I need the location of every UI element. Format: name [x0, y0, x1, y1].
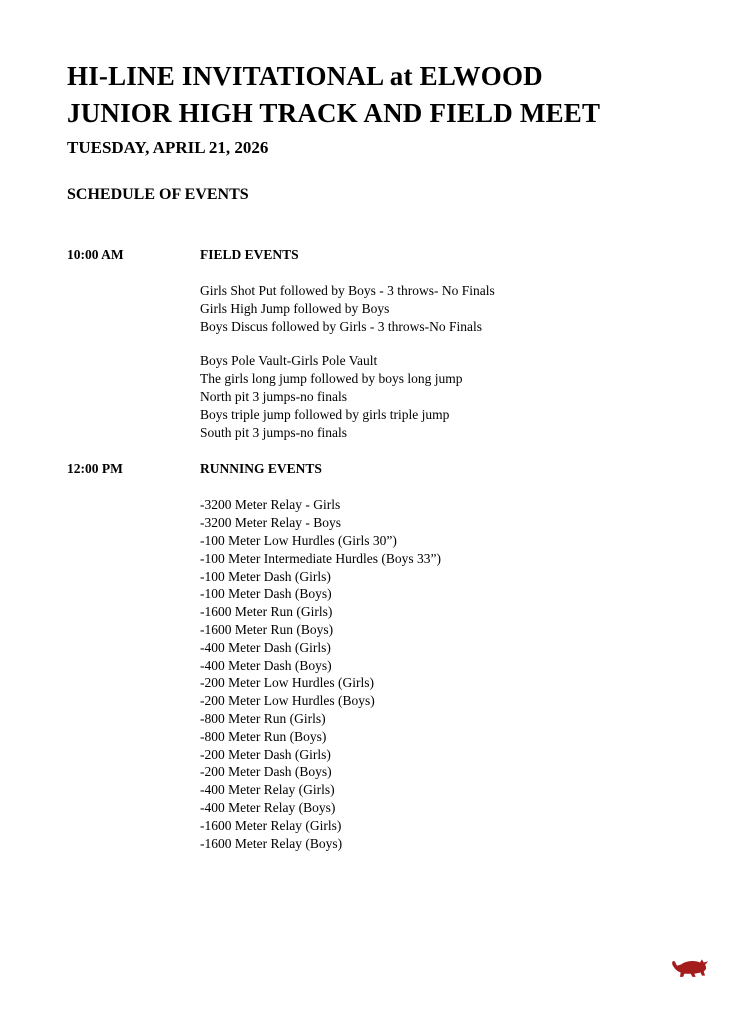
event-line: -100 Meter Dash (Girls) [200, 568, 331, 584]
event-line: South pit 3 jumps-no finals [200, 424, 348, 440]
page-title-line-1: HI-LINE INVITATIONAL at ELWOOD [67, 61, 543, 91]
event-line: Girls High Jump followed by Boys [200, 300, 390, 316]
event-line: -200 Meter Low Hurdles (Boys) [200, 693, 375, 709]
event-line: Boys Discus followed by Girls - 3 throws-No Finals [200, 318, 482, 334]
meet-date: TUESDAY, APRIL 21, 2026 [67, 138, 269, 157]
event-line: -200 Meter Low Hurdles (Girls) [200, 675, 374, 691]
event-group [200, 496, 714, 852]
event-line: -100 Meter Dash (Boys) [200, 586, 332, 602]
event-line: -800 Meter Run (Boys) [200, 728, 327, 744]
schedule-of-events [67, 246, 714, 852]
page-title-line-2: JUNIOR HIGH TRACK AND FIELD MEET [67, 98, 601, 128]
bull-mascot-icon [670, 956, 710, 984]
schedule-session [67, 246, 714, 441]
event-line: The girls long jump followed by boys long jump [200, 371, 463, 387]
event-line: -3200 Meter Relay - Girls [200, 497, 341, 513]
session-events [200, 282, 714, 441]
event-line: North pit 3 jumps-no finals [200, 388, 347, 404]
session-heading: RUNNING EVENTS [200, 461, 322, 477]
session-events [200, 496, 714, 852]
event-line: -1600 Meter Run (Boys) [200, 621, 334, 637]
session-header-row [67, 246, 714, 264]
schedule-section-heading: SCHEDULE OF EVENTS [67, 186, 249, 203]
event-line: -400 Meter Relay (Boys) [200, 799, 336, 815]
event-group [200, 282, 714, 335]
event-line: -400 Meter Dash (Boys) [200, 657, 332, 673]
bull-mascot-shape [672, 959, 708, 977]
event-line: -1600 Meter Relay (Girls) [200, 817, 342, 833]
event-line: -200 Meter Dash (Boys) [200, 764, 332, 780]
event-line: -100 Meter Low Hurdles (Girls 30”) [200, 532, 397, 548]
event-line: Boys triple jump followed by girls triple jump [200, 406, 450, 422]
event-line: -400 Meter Dash (Girls) [200, 639, 331, 655]
session-header-row [67, 460, 714, 478]
event-line: Girls Shot Put followed by Boys - 3 throws- No Finals [200, 283, 495, 298]
event-line: -200 Meter Dash (Girls) [200, 746, 331, 762]
session-heading: FIELD EVENTS [200, 247, 299, 262]
event-line: -400 Meter Relay (Girls) [200, 782, 335, 798]
schedule-session [67, 460, 714, 852]
event-line: -100 Meter Intermediate Hurdles (Boys 33”) [200, 550, 442, 566]
event-line: Boys Pole Vault-Girls Pole Vault [200, 353, 378, 369]
event-line: -800 Meter Run (Girls) [200, 710, 326, 726]
event-group [200, 352, 714, 441]
page-title [67, 58, 714, 132]
session-time: 12:00 PM [67, 461, 123, 477]
event-line: -3200 Meter Relay - Boys [200, 515, 341, 531]
session-time: 10:00 AM [67, 247, 124, 262]
event-line: -1600 Meter Relay (Boys) [200, 835, 343, 851]
event-line: -1600 Meter Run (Girls) [200, 604, 333, 620]
